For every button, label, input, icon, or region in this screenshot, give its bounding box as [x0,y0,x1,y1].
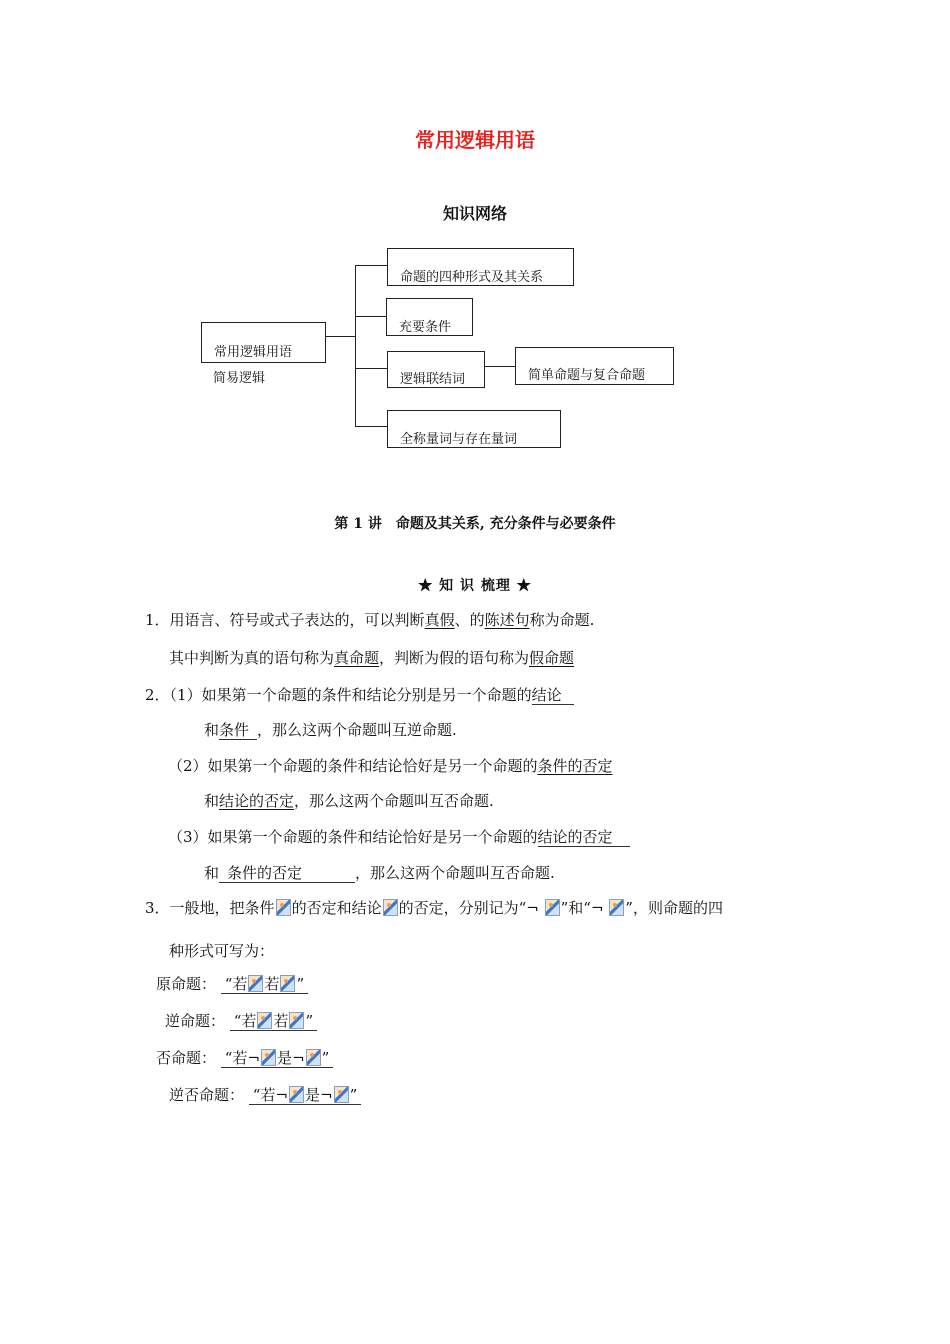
label: 原命题： [156,975,217,993]
text: 是 [277,1049,293,1067]
diagram-branch-label: 命题的四种形式及其关系 [400,270,544,285]
knowledge-network-heading: 知识网络 [442,204,507,223]
text: 、的 [454,611,485,629]
answer-blank: 条件的否定 [219,864,355,883]
text: ”，则命题的四 [625,899,723,917]
text: 其中判断为真的语句称为 [169,649,335,667]
formula-image-icon [289,1012,304,1029]
text: 和 [204,792,220,810]
text: 称为命题. [529,611,595,629]
label: 否命题： [156,1049,217,1067]
text: “若 [224,975,248,993]
formula-image-icon [609,899,624,916]
item-number: 3． [145,899,170,917]
text: ” [321,1049,330,1067]
answer-blank: 真假 [424,611,455,629]
answer-blank [249,1086,362,1105]
formula-image-icon [248,975,263,992]
text: “若 [252,1086,276,1104]
connector-line [355,368,387,369]
text: ¬ [247,1049,261,1067]
diagram-leaf-box [515,347,674,385]
diagram-branch-label: 充要条件 [399,320,452,335]
answer-blank [221,1049,334,1068]
text: “若 [224,1049,248,1067]
text: ¬ [320,1086,333,1104]
text: ¬ [275,1086,289,1104]
text: （3）如果第一个命题的条件和结论恰好是另一个命题的 [168,828,538,846]
item-number: 1． [145,611,170,629]
item-1-line-1 [145,609,594,630]
diagram-root-sublabel: 简易逻辑 [213,371,266,386]
formula-image-icon [289,1086,304,1103]
lecture-title: 第 1 讲 命题及其关系, 充分条件与必要条件 [334,516,616,532]
inverse-proposition [156,1047,333,1068]
diagram-branch-box [387,351,485,388]
text: 和 [204,721,220,739]
formula-image-icon [334,1086,349,1103]
diagram-branch-label: 全称量词与存在量词 [400,432,518,447]
text: ，那么这两个命题叫互逆命题. [257,721,457,739]
text: ，那么这两个命题叫互否命题. [294,792,494,810]
formula-image-icon [306,1049,321,1066]
text: （2）如果第一个命题的条件和结论恰好是另一个命题的 [168,757,538,775]
item-2-line-2 [204,719,457,740]
contrapositive-proposition [169,1084,361,1105]
label: 逆否命题： [169,1086,245,1104]
diagram-branch-box [387,410,561,448]
answer-blank: 条件的否定 [537,757,613,775]
connector-line [355,265,356,426]
answer-blank: 假命题 [529,649,575,667]
text: 若 [264,975,280,993]
formula-image-icon [545,899,560,916]
item-2-line-6 [204,862,555,883]
text: ” [305,1012,314,1030]
item-number: 2． [145,686,170,704]
formula-image-icon [280,975,295,992]
connector-line [326,336,356,337]
formula-image-icon [276,899,291,916]
page-title: 常用逻辑用语 [415,128,535,152]
formula-image-icon [257,1012,272,1029]
text: 是 [305,1086,321,1104]
text: ，判断为假的语句称为 [379,649,530,667]
item-1-line-2 [169,647,574,668]
diagram-branch-box [387,248,574,286]
answer-blank: 陈述句 [484,611,530,629]
text: 种形式可写为： [169,942,275,960]
diagram-branch-label: 逻辑联结词 [400,372,466,387]
text: 一般地，把条件 [169,899,275,917]
text: 和 [204,864,220,882]
connector-line [355,316,387,317]
answer-blank: 结论的否定 [219,792,295,810]
answer-blank: 条件 [219,721,257,740]
answer-blank: 结论的否定 [538,828,630,847]
label: 逆命题： [165,1012,226,1030]
text: ” [296,975,305,993]
text: ” [349,1086,358,1104]
item-2-line-1 [145,684,574,705]
text: （1）如果第一个命题的条件和结论分别是另一个命题的 [169,686,532,704]
text: ”和“¬ [560,899,604,917]
diagram-branch-box [386,298,473,336]
answer-blank [221,975,308,994]
text: 的否定，分别记为“¬ [398,899,539,917]
item-2-line-3 [168,755,613,776]
connector-line [355,426,387,427]
answer-blank [230,1012,317,1031]
text: ，那么这两个命题叫互否命题. [355,864,555,882]
formula-image-icon [261,1049,276,1066]
connector-line [355,265,387,266]
item-2-line-5 [168,826,630,847]
item-3-line-2 [169,940,274,961]
diagram-root-box [201,322,326,363]
text: 用语言、符号或式子表达的，可以判断 [169,611,425,629]
item-2-line-4 [204,790,494,811]
text: 若 [273,1012,289,1030]
converse-proposition [165,1010,317,1031]
connector-line [485,366,516,367]
diagram-leaf-label: 简单命题与复合命题 [528,368,646,383]
text: 的否定和结论 [291,899,382,917]
text: ¬ [292,1049,305,1067]
text: “若 [233,1012,257,1030]
item-3-line-1 [145,897,723,918]
answer-blank: 结论 [532,686,574,705]
original-proposition [156,973,308,994]
answer-blank: 真命题 [334,649,380,667]
diagram-root-label: 常用逻辑用语 [214,345,293,360]
section-title: ★ 知 识 梳理 ★ [418,578,532,594]
formula-image-icon [383,899,398,916]
